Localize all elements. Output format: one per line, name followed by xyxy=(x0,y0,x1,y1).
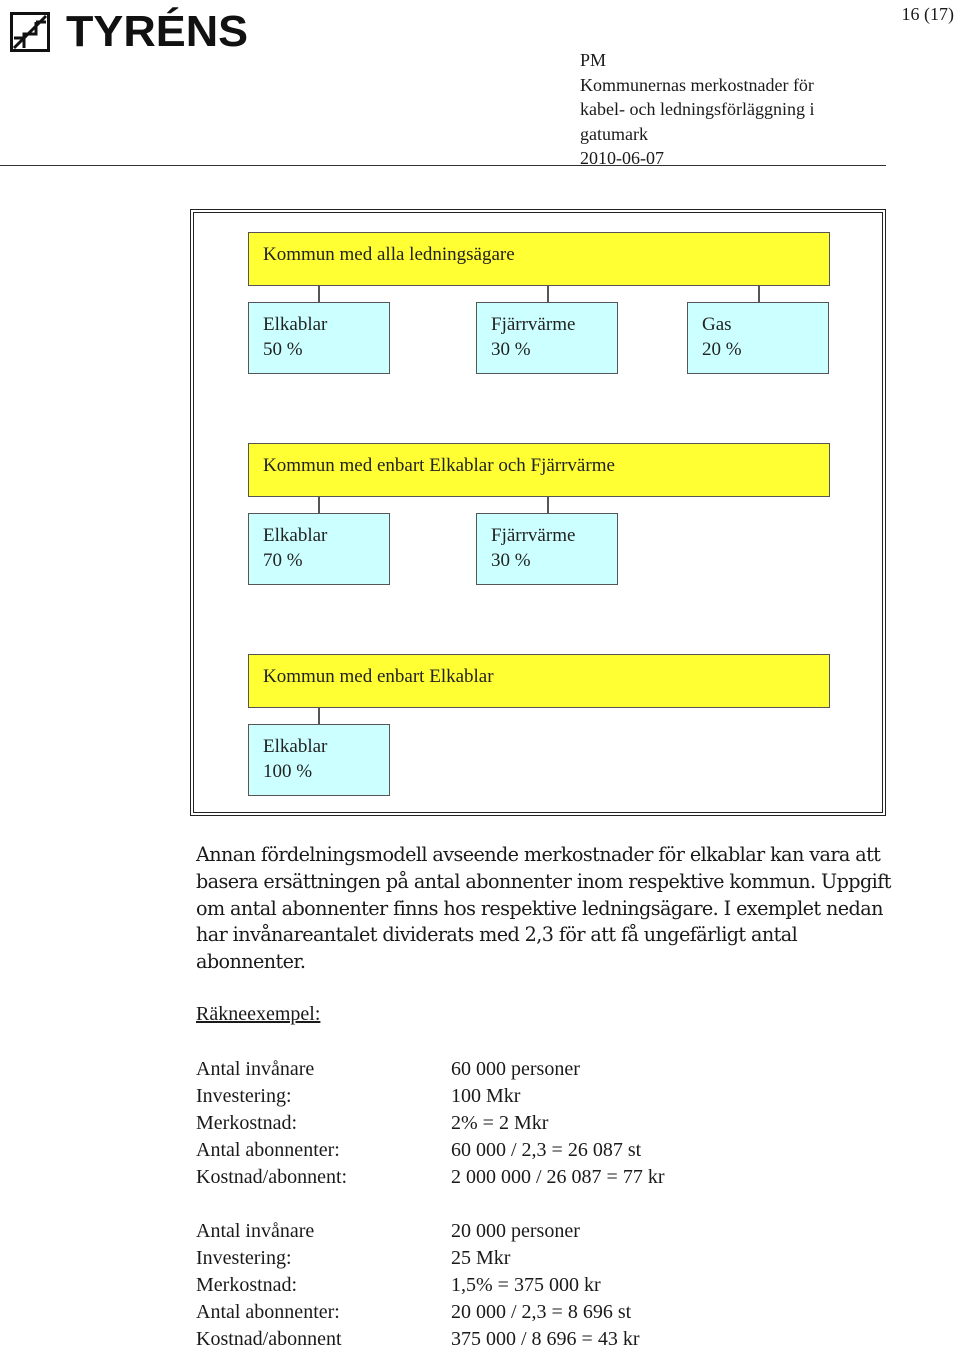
group3-header-box xyxy=(248,654,830,708)
doc-title-line-1: Kommunernas merkostnader för xyxy=(580,74,814,95)
calc-label: Merkostnad: xyxy=(196,1112,298,1134)
group2-header-box xyxy=(248,443,830,497)
calc-value: 25 Mkr xyxy=(451,1247,511,1269)
calc-value: 60 000 / 2,3 = 26 087 st xyxy=(451,1139,642,1161)
example2-values xyxy=(451,1218,640,1353)
group1-item-elkablar xyxy=(248,302,390,374)
example1-labels xyxy=(196,1056,347,1191)
group3-title: Kommun med enbart Elkablar xyxy=(263,666,494,687)
item-name: Fjärrvärme xyxy=(491,314,576,335)
connector xyxy=(318,708,320,725)
calc-label: Antal abonnenter: xyxy=(196,1139,340,1161)
group2-title: Kommun med enbart Elkablar och Fjärrvärme xyxy=(263,455,615,476)
calc-value: 60 000 personer xyxy=(451,1058,580,1080)
calc-value: 2% = 2 Mkr xyxy=(451,1112,549,1134)
calc-label: Kostnad/abonnent xyxy=(196,1328,342,1350)
item-name: Gas xyxy=(702,314,732,335)
calc-label: Investering: xyxy=(196,1247,292,1269)
connector xyxy=(758,286,760,303)
item-name: Elkablar xyxy=(263,314,328,335)
group3-item-elkablar xyxy=(248,724,390,796)
item-share: 30 % xyxy=(491,550,531,571)
calc-label: Antal abonnenter: xyxy=(196,1301,340,1323)
calc-label: Merkostnad: xyxy=(196,1274,298,1296)
paragraph-line: basera ersättningen på antal abonnenter inom respektive kommun. Uppgift xyxy=(196,869,891,893)
group1-item-gas xyxy=(687,302,829,374)
doc-date: 2010-06-07 xyxy=(580,148,664,169)
item-share: 100 % xyxy=(263,761,313,782)
connector xyxy=(547,497,549,514)
item-share: 20 % xyxy=(702,339,742,360)
doc-title-line-2: kabel- och ledningsförläggning i xyxy=(580,99,815,120)
calc-value: 100 Mkr xyxy=(451,1085,521,1107)
example1-values xyxy=(451,1056,665,1191)
calc-label: Antal invånare xyxy=(196,1058,315,1080)
doc-type: PM xyxy=(580,50,607,70)
calc-value: 20 000 / 2,3 = 8 696 st xyxy=(451,1301,632,1323)
group2-item-elkablar xyxy=(248,513,390,585)
example2-labels xyxy=(196,1218,342,1353)
item-name: Elkablar xyxy=(263,525,328,546)
explanation-paragraph xyxy=(196,842,916,976)
company-name: TYRÉNS xyxy=(66,7,249,56)
calc-label: Kostnad/abonnent: xyxy=(196,1166,348,1188)
calc-label: Investering: xyxy=(196,1085,292,1107)
item-share: 30 % xyxy=(491,339,531,360)
calc-value: 1,5% = 375 000 kr xyxy=(451,1274,601,1296)
group1-item-fjarrvarme xyxy=(476,302,618,374)
document-meta xyxy=(580,48,814,171)
calc-label: Antal invånare xyxy=(196,1220,315,1242)
calc-value: 2 000 000 / 26 087 = 77 kr xyxy=(451,1166,665,1188)
calc-value: 375 000 / 8 696 = 43 kr xyxy=(451,1328,640,1350)
connector xyxy=(318,497,320,514)
group1-header-box xyxy=(248,232,830,286)
calc-value: 20 000 personer xyxy=(451,1220,580,1242)
paragraph-line: har invånareantalet dividerats med 2,3 för att få ungefärligt antal xyxy=(196,923,798,947)
item-name: Elkablar xyxy=(263,736,328,757)
paragraph-line: om antal abonnenter finns hos respektive ledningsägare. I exemplet nedan xyxy=(196,896,883,920)
connector xyxy=(547,286,549,303)
company-logo xyxy=(10,7,249,56)
item-share: 70 % xyxy=(263,550,303,571)
item-share: 50 % xyxy=(263,339,303,360)
page-number: 16 (17) xyxy=(901,4,954,24)
group1-title: Kommun med alla ledningsägare xyxy=(263,244,515,265)
paragraph-line: Annan fördelningsmodell avseende merkostnader för elkablar kan vara att xyxy=(196,843,881,866)
tyrens-logo-icon xyxy=(10,12,50,52)
item-name: Fjärrvärme xyxy=(491,525,576,546)
doc-title-line-3: gatumark xyxy=(580,123,648,144)
paragraph-line: abonnenter. xyxy=(196,950,306,974)
example-heading: Räkneexempel: xyxy=(196,1003,321,1025)
header-divider xyxy=(0,165,886,166)
connector xyxy=(318,286,320,303)
group2-item-fjarrvarme xyxy=(476,513,618,585)
